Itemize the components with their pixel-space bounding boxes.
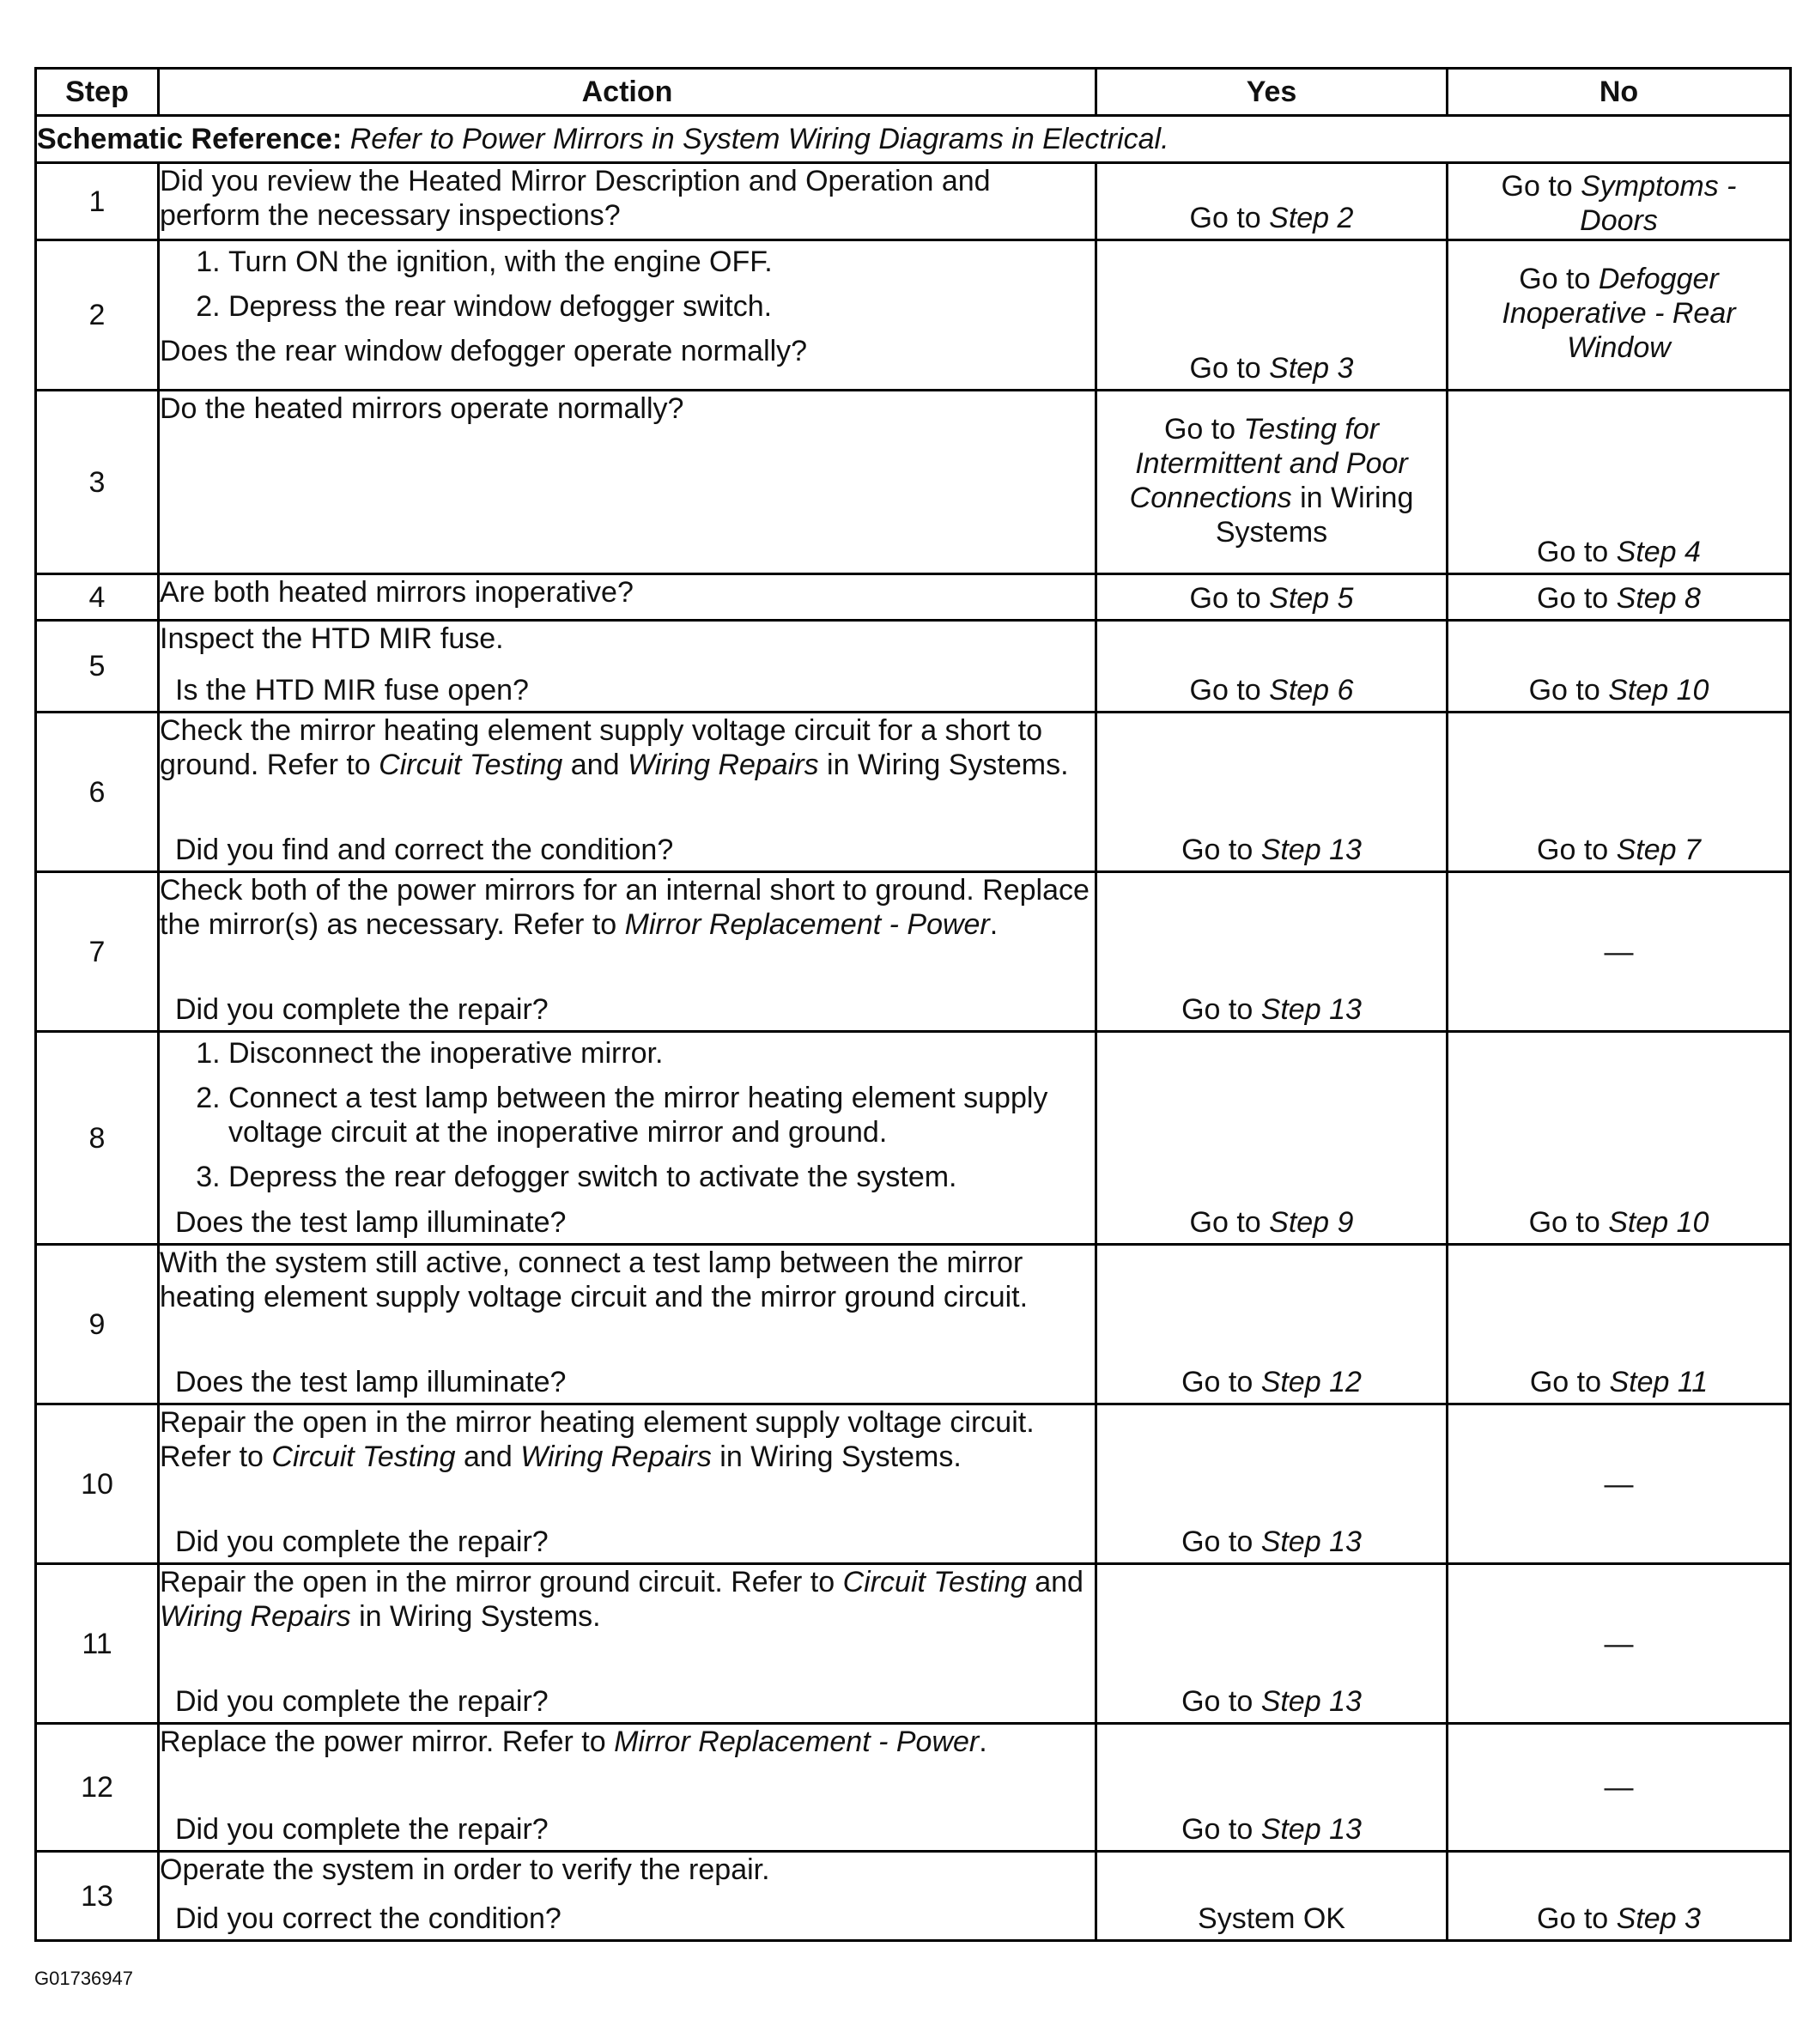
list-item: 2. Depress the rear window defogger switch. bbox=[228, 289, 1095, 324]
no-link[interactable]: Symptoms - Doors bbox=[1580, 170, 1737, 237]
yes-link[interactable]: Step 13 bbox=[1260, 1525, 1362, 1558]
table-row: 7 Check both of the power mirrors for an internal short to ground. Replace the mirror(s) as necessary. Refer to Mirror Replacement - Power. Did you complete the repair? Go to Step 13 — bbox=[36, 872, 1791, 1032]
diagnostic-table bbox=[34, 67, 1792, 1942]
header-step: Step bbox=[36, 69, 159, 116]
step-number: 2 bbox=[36, 240, 159, 391]
ref-link[interactable]: Mirror Replacement - Power bbox=[614, 1726, 980, 1758]
header-row bbox=[36, 69, 1791, 116]
no-link[interactable]: Step 8 bbox=[1616, 582, 1701, 615]
question-text: Does the rear window defogger operate normally? bbox=[160, 335, 808, 367]
ref-link[interactable]: Mirror Replacement - Power bbox=[624, 908, 990, 941]
ref-link[interactable]: Wiring Repairs bbox=[160, 1600, 351, 1633]
action-text: Repair the open in the mirror ground circuit. Refer to Circuit Testing and Wiring Repairs in Wiring Systems. bbox=[160, 1566, 1084, 1633]
ref-link[interactable]: Circuit Testing bbox=[271, 1441, 456, 1473]
table-row: 4 Are both heated mirrors inoperative? Go to Step 5 Go to Step 8 bbox=[36, 574, 1791, 621]
no-link[interactable]: Step 10 bbox=[1608, 1206, 1709, 1239]
yes-link[interactable]: Step 3 bbox=[1269, 352, 1354, 385]
yes-link[interactable]: Step 13 bbox=[1260, 993, 1362, 1026]
step-number: 5 bbox=[36, 621, 159, 713]
no-link[interactable]: Step 10 bbox=[1608, 674, 1709, 707]
action-text: Do the heated mirrors operate normally? bbox=[160, 392, 684, 425]
step-number: 1 bbox=[36, 163, 159, 240]
action-list bbox=[160, 245, 1095, 324]
table-row: 3 Do the heated mirrors operate normally? Go to Testing for Intermittent and Poor Connections in Wiring Systems Go to Step 4 bbox=[36, 391, 1791, 574]
yes-link[interactable]: Step 6 bbox=[1269, 674, 1354, 707]
yes-link[interactable]: Step 12 bbox=[1260, 1366, 1362, 1398]
ref-link[interactable]: Wiring Repairs bbox=[520, 1441, 712, 1473]
action-list bbox=[160, 1036, 1095, 1194]
table-row: 13 Operate the system in order to verify the repair. Did you correct the condition? System OK Go to Step 3 bbox=[36, 1852, 1791, 1941]
no-dash: — bbox=[1604, 935, 1634, 968]
action-text: Inspect the HTD MIR fuse. bbox=[160, 622, 504, 655]
step-number: 10 bbox=[36, 1404, 159, 1564]
list-item: 2. Connect a test lamp between the mirror heating element supply voltage circuit at the inoperative mirror and ground. bbox=[228, 1081, 1095, 1149]
figure-id: G01736947 bbox=[34, 1968, 133, 1989]
no-dash: — bbox=[1604, 1627, 1634, 1660]
step-number: 9 bbox=[36, 1245, 159, 1404]
step-number: 6 bbox=[36, 713, 159, 872]
ref-link[interactable]: Circuit Testing bbox=[842, 1566, 1027, 1598]
table-row: 10 Repair the open in the mirror heating element supply voltage circuit. Refer to Circuit Testing and Wiring Repairs in Wiring Systems. Did you complete the repair? Go to Step 13 — bbox=[36, 1404, 1791, 1564]
list-item: 1. Turn ON the ignition, with the engine OFF. bbox=[228, 245, 1095, 279]
list-item: 3. Depress the rear defogger switch to activate the system. bbox=[228, 1160, 1095, 1194]
action-text: Check the mirror heating element supply voltage circuit for a short to ground. Refer to Circuit Testing and Wiring Repairs in Wiring Systems. bbox=[160, 714, 1069, 781]
table-row: 9 With the system still active, connect a test lamp between the mirror heating element supply voltage circuit and the mirror ground circuit. Does the test lamp illuminate? Go to Step 12 Go to Step 11 bbox=[36, 1245, 1791, 1404]
question-text: Is the HTD MIR fuse open? bbox=[175, 674, 529, 707]
yes-link[interactable]: Step 5 bbox=[1269, 582, 1354, 615]
table-row: 2 1. Turn ON the ignition, with the engine OFF. 2. Depress the rear window defogger switch. Does the rear window defogger operate normally? Go to Step 3 Go to Defogger Inoperative - Rear Window bbox=[36, 240, 1791, 391]
table-row: 1 Did you review the Heated Mirror Description and Operation and perform the necessary inspections? Go to Step 2 Go to Symptoms - Doors bbox=[36, 163, 1791, 240]
action-text: Operate the system in order to verify the repair. bbox=[160, 1853, 770, 1886]
header-yes: Yes bbox=[1096, 69, 1448, 116]
question-text: Does the test lamp illuminate? bbox=[175, 1366, 567, 1398]
question-text: Does the test lamp illuminate? bbox=[175, 1206, 567, 1239]
schematic-label: Schematic Reference: bbox=[37, 123, 343, 155]
no-link[interactable]: Step 7 bbox=[1616, 834, 1701, 866]
no-link[interactable]: Step 4 bbox=[1616, 536, 1701, 568]
yes-link[interactable]: Step 13 bbox=[1260, 1813, 1362, 1846]
question-text: Did you correct the condition? bbox=[175, 1902, 561, 1935]
step-number: 3 bbox=[36, 391, 159, 574]
header-action: Action bbox=[159, 69, 1096, 116]
step-number: 12 bbox=[36, 1724, 159, 1852]
no-link[interactable]: Step 3 bbox=[1616, 1902, 1701, 1935]
schematic-row bbox=[36, 116, 1791, 163]
question-text: Did you complete the repair? bbox=[175, 1813, 549, 1846]
no-dash: — bbox=[1604, 1771, 1634, 1804]
question-text: Did you complete the repair? bbox=[175, 1685, 549, 1718]
question-text: Did you complete the repair? bbox=[175, 1525, 549, 1558]
table-row: 11 Repair the open in the mirror ground circuit. Refer to Circuit Testing and Wiring Repairs in Wiring Systems. Did you complete the repair? Go to Step 13 — bbox=[36, 1564, 1791, 1724]
table-row: 5 Inspect the HTD MIR fuse. Is the HTD MIR fuse open? Go to Step 6 Go to Step 10 bbox=[36, 621, 1791, 713]
action-text: With the system still active, connect a test lamp between the mirror heating element supply voltage circuit and the mirror ground circuit. bbox=[160, 1246, 1029, 1313]
schematic-text: Refer to Power Mirrors in System Wiring Diagrams in Electrical. bbox=[349, 123, 1169, 155]
action-text: Did you review the Heated Mirror Description and Operation and perform the necessary inspections? bbox=[160, 165, 991, 232]
step-number: 13 bbox=[36, 1852, 159, 1941]
table-row: 12 Replace the power mirror. Refer to Mirror Replacement - Power. Did you complete the repair? Go to Step 13 — bbox=[36, 1724, 1791, 1852]
table-row: 8 1. Disconnect the inoperative mirror. 2. Connect a test lamp between the mirror heating element supply voltage circuit at the inoperative mirror and ground. 3. Depress the rear defogger switch to activate the system. Does the test lamp illuminate? Go to Step 9 Go to Step 10 bbox=[36, 1032, 1791, 1245]
action-text: Are both heated mirrors inoperative? bbox=[160, 576, 634, 609]
step-number: 8 bbox=[36, 1032, 159, 1245]
ref-link[interactable]: Circuit Testing bbox=[379, 749, 563, 781]
action-text: Repair the open in the mirror heating element supply voltage circuit. Refer to Circuit Testing and Wiring Repairs in Wiring Systems. bbox=[160, 1406, 1035, 1473]
yes-link[interactable]: Testing for Intermittent and Poor Connections bbox=[1129, 413, 1408, 514]
step-number: 11 bbox=[36, 1564, 159, 1724]
table-row: 6 Check the mirror heating element supply voltage circuit for a short to ground. Refer to Circuit Testing and Wiring Repairs in Wiring Systems. Did you find and correct the condition? Go to Step 13 Go to Step 7 bbox=[36, 713, 1791, 872]
list-item: 1. Disconnect the inoperative mirror. bbox=[228, 1036, 1095, 1071]
no-link[interactable]: Step 11 bbox=[1609, 1366, 1709, 1398]
action-text: Replace the power mirror. Refer to Mirror Replacement - Power. bbox=[160, 1726, 987, 1758]
yes-link[interactable]: Step 2 bbox=[1269, 202, 1354, 234]
yes-link[interactable]: Step 9 bbox=[1269, 1206, 1354, 1239]
yes-link[interactable]: Step 13 bbox=[1260, 834, 1362, 866]
no-link[interactable]: Defogger Inoperative - Rear Window bbox=[1502, 263, 1736, 364]
step-number: 7 bbox=[36, 872, 159, 1032]
question-text: Did you complete the repair? bbox=[175, 993, 549, 1026]
ref-link[interactable]: Wiring Repairs bbox=[627, 749, 819, 781]
action-text: Check both of the power mirrors for an internal short to ground. Replace the mirror(s) as necessary. Refer to Mirror Replacement - Power. bbox=[160, 874, 1090, 941]
header-no: No bbox=[1448, 69, 1791, 116]
question-text: Did you find and correct the condition? bbox=[175, 834, 674, 866]
step-number: 4 bbox=[36, 574, 159, 621]
yes-result: System OK bbox=[1198, 1902, 1345, 1935]
yes-link[interactable]: Step 13 bbox=[1260, 1685, 1362, 1718]
no-dash: — bbox=[1604, 1467, 1634, 1501]
